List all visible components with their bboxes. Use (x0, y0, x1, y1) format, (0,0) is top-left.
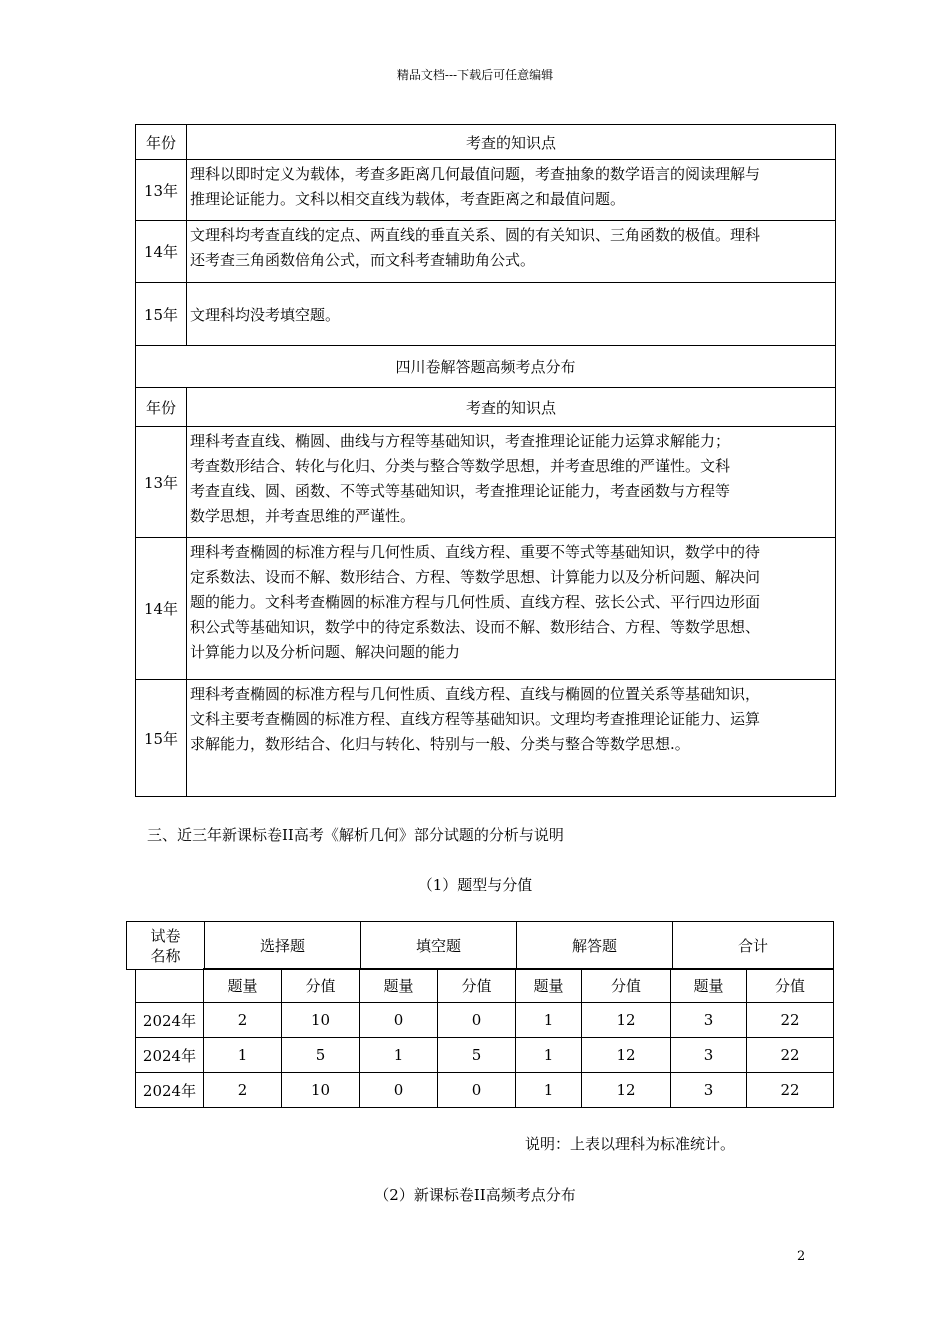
col-header: 题量 (360, 969, 438, 1003)
text-line: 题的能力。文科考查椭圆的标准方程与几何性质、直线方程、弦长公式、平行四边形面 (190, 593, 761, 611)
cell: 3 (671, 1073, 747, 1108)
section-heading: 三、近三年新课标卷II高考《解析几何》部分试题的分析与说明 (147, 826, 564, 844)
cell: 5 (282, 1038, 360, 1073)
row-year: 15年 (136, 680, 187, 797)
text-line: 名称 (150, 946, 181, 965)
col-header: 分值 (282, 969, 360, 1003)
blank-cell (136, 969, 204, 1003)
cell: 0 (438, 1073, 516, 1108)
group-header: 解答题 (517, 922, 673, 970)
header-points: 考查的知识点 (187, 125, 836, 160)
paper-name-header (127, 922, 205, 970)
cell: 12 (582, 1038, 671, 1073)
question-type-header-table (126, 921, 834, 970)
table-row (136, 427, 836, 538)
text-line: 理科考查直线、椭圆、曲线与方程等基础知识，考查推理论证能力运算求解能力； (190, 432, 731, 450)
col-header: 题量 (204, 969, 282, 1003)
row-year: 14年 (136, 221, 187, 283)
section-title: 四川卷解答题高频考点分布 (136, 346, 836, 388)
knowledge-points-table (135, 124, 836, 797)
row-text (187, 283, 836, 346)
row-text (187, 221, 836, 283)
table-row (136, 221, 836, 283)
text-line: 理科考查椭圆的标准方程与几何性质、直线方程、直线与椭圆的位置关系等基础知识， (190, 685, 761, 703)
table-note: 说明：上表以理科为标准统计。 (525, 1135, 736, 1153)
text-line: 计算能力以及分析问题、解决问题的能力 (190, 643, 461, 661)
table-row (136, 680, 836, 797)
col-header: 分值 (438, 969, 516, 1003)
text-line: 考查数形结合、转化与化归、分类与整合等数学思想，并考查思维的严谨性。文科 (190, 457, 731, 475)
cell: 10 (282, 1073, 360, 1108)
cell: 12 (582, 1073, 671, 1108)
col-header: 题量 (516, 969, 582, 1003)
subsection-heading: （1）题型与分值 (417, 876, 533, 894)
page-number: 2 (797, 1249, 806, 1264)
text-line: 文理科均考查直线的定点、两直线的垂直关系、圆的有关知识、三角函数的极值。理科 (190, 226, 761, 244)
col-header: 题量 (671, 969, 747, 1003)
cell: 3 (671, 1038, 747, 1073)
row-year: 2024年 (136, 1073, 204, 1108)
text-line: 考查直线、圆、函数、不等式等基础知识，考查推理论证能力，考查函数与方程等 (190, 482, 731, 500)
header-year: 年份 (136, 388, 187, 427)
row-text (187, 680, 836, 797)
table-row (136, 160, 836, 221)
row-text (187, 427, 836, 538)
row-text (187, 538, 836, 680)
page-header: 精品文档---下载后可任意编辑 (396, 68, 554, 82)
cell: 1 (516, 1003, 582, 1038)
text-line: 理科以即时定义为载体，考查多距离几何最值问题，考查抽象的数学语言的阅读理解与 (190, 165, 761, 183)
header-year: 年份 (136, 125, 187, 160)
text-line: 理科考查椭圆的标准方程与几何性质、直线方程、重要不等式等基础知识，数学中的待 (190, 543, 761, 561)
table-row (136, 538, 836, 680)
cell: 22 (747, 1003, 834, 1038)
row-year: 2024年 (136, 1038, 204, 1073)
text-line: 还考查三角函数倍角公式，而文科考查辅助角公式。 (190, 251, 536, 269)
cell: 1 (516, 1038, 582, 1073)
cell: 1 (516, 1073, 582, 1108)
text-line: 试卷 (150, 926, 181, 945)
cell: 0 (360, 1073, 438, 1108)
row-year: 14年 (136, 538, 187, 680)
cell: 12 (582, 1003, 671, 1038)
table-row (136, 283, 836, 346)
group-header: 合计 (673, 922, 834, 970)
header-points: 考查的知识点 (187, 388, 836, 427)
cell: 1 (360, 1038, 438, 1073)
col-header: 分值 (747, 969, 834, 1003)
cell: 2 (204, 1073, 282, 1108)
subsection-heading: （2）新课标卷II高频考点分布 (374, 1186, 576, 1204)
cell: 22 (747, 1073, 834, 1108)
cell: 22 (747, 1038, 834, 1073)
cell: 0 (438, 1003, 516, 1038)
table-row (136, 1038, 834, 1073)
table-row (136, 1003, 834, 1038)
cell: 0 (360, 1003, 438, 1038)
col-header: 分值 (582, 969, 671, 1003)
text-line: 数学思想，并考查思维的严谨性。 (190, 507, 416, 525)
text-line: 积公式等基础知识，数学中的待定系数法、设而不解、数形结合、方程、等数学思想、 (190, 618, 761, 636)
text-line: 定系数法、设而不解、数形结合、方程、等数学思想、计算能力以及分析问题、解决问 (190, 568, 761, 586)
cell: 2 (204, 1003, 282, 1038)
group-header: 选择题 (205, 922, 361, 970)
text-line: 文科主要考查椭圆的标准方程、直线方程等基础知识。文理均考查推理论证能力、运算 (190, 710, 761, 728)
text-line: 文理科均没考填空题。 (190, 305, 341, 324)
question-type-score-table (135, 968, 834, 1108)
text-line: 求解能力，数形结合、化归与转化、特别与一般、分类与整合等数学思想.。 (190, 735, 690, 753)
table-row (136, 1073, 834, 1108)
cell: 1 (204, 1038, 282, 1073)
row-year: 13年 (136, 427, 187, 538)
cell: 5 (438, 1038, 516, 1073)
cell: 10 (282, 1003, 360, 1038)
text-line: 推理论证能力。文科以相交直线为载体，考查距离之和最值问题。 (190, 190, 626, 208)
cell: 3 (671, 1003, 747, 1038)
row-year: 15年 (136, 283, 187, 346)
row-text (187, 160, 836, 221)
row-year: 2024年 (136, 1003, 204, 1038)
row-year: 13年 (136, 160, 187, 221)
group-header: 填空题 (361, 922, 517, 970)
